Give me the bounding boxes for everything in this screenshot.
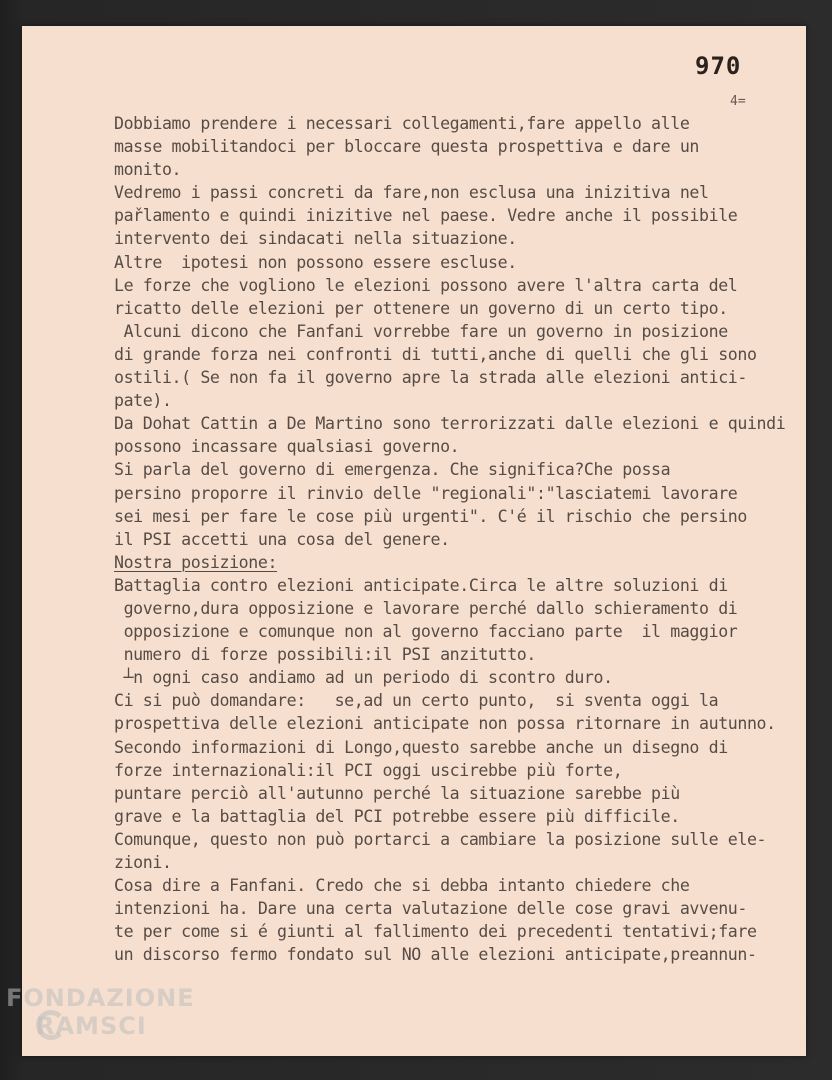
text-line: di grande forza nei confronti di tutti,anche di quelli che gli sono [114, 344, 757, 364]
text-line: puntare perciò all'autunno perché la situazione sarebbe più [114, 783, 680, 803]
text-line: pařlamento e quindi inizitive nel paese. Vedre anche il possibile [114, 206, 738, 226]
text-line: Ci si può domandare: se,ad un certo punto, si sventa oggi la [114, 691, 719, 711]
text-line: Comunque, questo non può portarci a cambiare la posizione sulle ele- [114, 829, 767, 849]
text-line: persino proporre il rinvio delle "regionali":"lasciatemi lavorare [114, 483, 738, 503]
text-line: Le forze che vogliono le elezioni possono avere l'altra carta del [114, 275, 738, 295]
text-line: Altre ipotesi non possono essere escluse. [114, 252, 517, 272]
text-line: il PSI accetti una cosa del genere. [114, 529, 450, 549]
text-line: masse mobilitandoci per bloccare questa prospettiva e dare un [114, 137, 700, 157]
text-line: Dobbiamo prendere i necessari collegamenti,fare appello alle [114, 114, 690, 133]
text-line: Si parla del governo di emergenza. Che significa?Che possa [114, 460, 671, 480]
text-line: ┴n ogni caso andiamo ad un periodo di scontro duro. [114, 668, 613, 688]
text-line: monito. [114, 160, 182, 180]
text-line: intervento dei sindacati nella situazione. [114, 229, 517, 249]
text-line: opposizione e comunque non al governo facciano parte il maggior [114, 622, 738, 642]
text-line: sei mesi per fare le cose più urgenti". C'é il rischio che persino [114, 506, 747, 526]
text-line: intenzioni ha. Dare una certa valutazione delle cose gravi avvenu- [114, 899, 747, 919]
typed-text-body [114, 112, 804, 966]
fondazione-gramsci-watermark [6, 984, 206, 1040]
text-line: zioni. [114, 853, 172, 872]
text-line: prospettiva delle elezioni anticipate non possa ritornare in autunno. [114, 714, 776, 734]
text-line: ostili.( Se non fa il governo apre la strada alle elezioni antici- [114, 368, 747, 388]
text-line: governo,dura opposizione e lavorare perché dallo schieramento di [114, 598, 738, 618]
text-line: pate). [114, 391, 172, 411]
sheet-mark: 4= [730, 94, 746, 109]
text-line: possono incassare qualsiasi governo. [114, 437, 460, 457]
text-line: Alcuni dicono che Fanfani vorrebbe fare un governo in posizione [114, 321, 728, 341]
text-line: Secondo informazioni di Longo,questo sarebbe anche un disegno di [114, 737, 728, 757]
page-number: 970 [695, 52, 742, 80]
section-heading: Nostra posizione: [114, 552, 278, 572]
text-line: un discorso fermo fondato sul NO alle elezioni anticipate,preannun- [114, 945, 757, 965]
text-line: grave e la battaglia del PCI potrebbe essere più difficile. [114, 806, 680, 826]
watermark-g-icon [36, 1010, 66, 1040]
text-line: Vedremo i passi concreti da fare,non esclusa una inizitiva nel [114, 183, 709, 203]
text-line: forze internazionali:il PCI oggi uscirebbe più forte, [114, 760, 623, 780]
text-line: Battaglia contro elezioni anticipate.Circa le altre soluzioni di [114, 575, 728, 595]
watermark-line-2: RAMSCI [36, 1012, 147, 1040]
text-line: Da Dohat Cattin a De Martino sono terrorizzati dalle elezioni e quindi [114, 414, 786, 434]
text-line: Cosa dire a Fanfani. Credo che si debba intanto chiedere che [114, 876, 690, 896]
text-line: numero di forze possibili:il PSI anzitutto. [114, 645, 536, 665]
text-line: te per come si é giunti al fallimento dei precedenti tentativi;fare [114, 922, 757, 942]
watermark-line-1: FONDAZIONE [6, 984, 195, 1012]
text-line: ricatto delle elezioni per ottenere un governo di un certo tipo. [114, 298, 728, 318]
